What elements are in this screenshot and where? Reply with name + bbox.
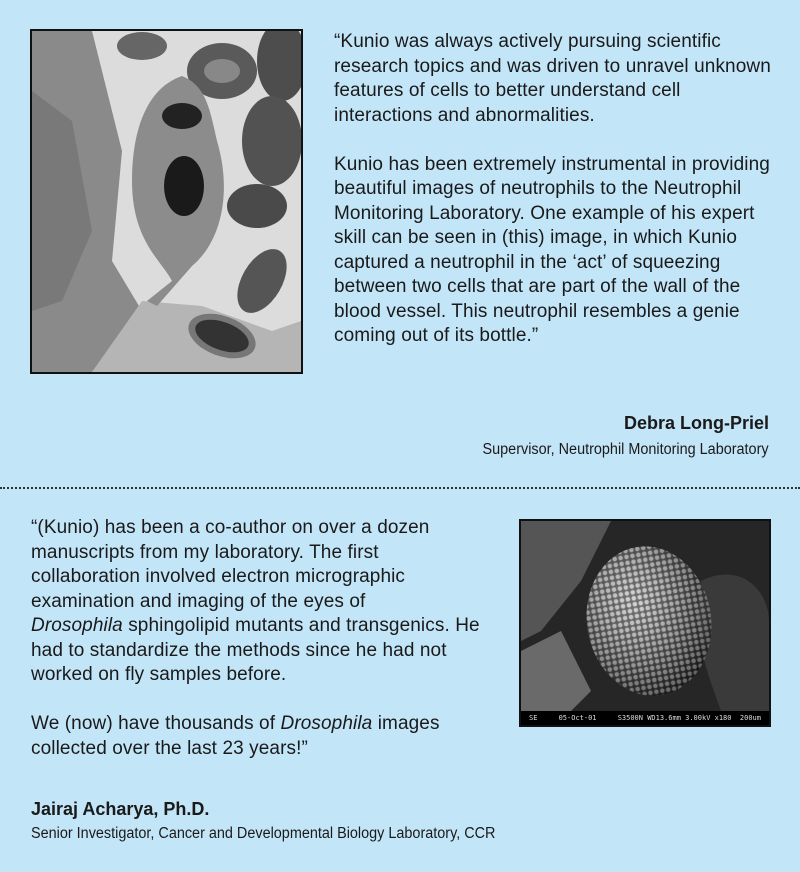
fly-eye-sem-art [521,521,769,711]
bottom-quote [31,516,501,761]
neutrophil-micrograph-art [32,31,301,372]
bottom-quote-line-1: “(Kunio) has been a co-author on over a dozen [31,517,430,538]
top-quote-paragraph-1: “Kunio was always actively pursuing scientific research topics and was driven to unravel unknown features of cells to better understand cell interactions and abnormalities. [334,31,771,126]
top-author-name: Debra Long-Priel [623,413,769,433]
sem-caption-bar [521,711,769,725]
bottom-author-name: Jairaj Acharya, Ph.D. [31,799,210,819]
bottom-quote-paragraph-2 [31,712,501,761]
sem-mode: SE [529,714,538,722]
species-name: Drosophila [31,615,123,636]
bottom-quote-p2-post: images collected over the last 23 years!” [31,713,440,759]
bottom-quote-line-3: collaboration involved electron micrographic [31,566,406,587]
bottom-quote-paragraph-1 [31,516,501,688]
bottom-author-title: Senior Investigator, Cancer and Developmental Biology Laboratory, CCR [31,825,496,842]
bottom-quote-line-2: manuscripts from my laboratory. The first [31,541,379,563]
neutrophil-micrograph [30,29,303,374]
top-quote-paragraph-2: Kunio has been extremely instrumental in providing beautiful images of neutrophils to the Neutrophil Monitoring Laboratory. One example of his expert skill can be seen in (this) image, in which Kunio captured a neutrophil in the ‘act’ of squeezing between two cells that are part of the wall of the blood vessel. This neutrophil resembles a genie coming out of its bottle.” [334,153,770,346]
bottom-quote-p1-rest: sphingolipid mutants and transgenics. He had to standardize the methods since he had not worked on fly samples before. [31,615,480,685]
fly-eye-sem-image [519,519,771,727]
sem-params: S3500N WD13.6mm 3.00kV x180 200um [617,714,761,722]
top-author-title: Supervisor, Neutrophil Monitoring Laboratory [482,441,769,458]
species-name: Drosophila [280,713,373,734]
bottom-quote-p2-pre: We (now) have thousands of [31,713,281,734]
top-quote [334,30,784,349]
sem-date: 05-Oct-01 [558,714,597,722]
bottom-quote-line-4: examination and imaging of the eyes of [31,590,366,612]
section-divider [0,487,800,489]
